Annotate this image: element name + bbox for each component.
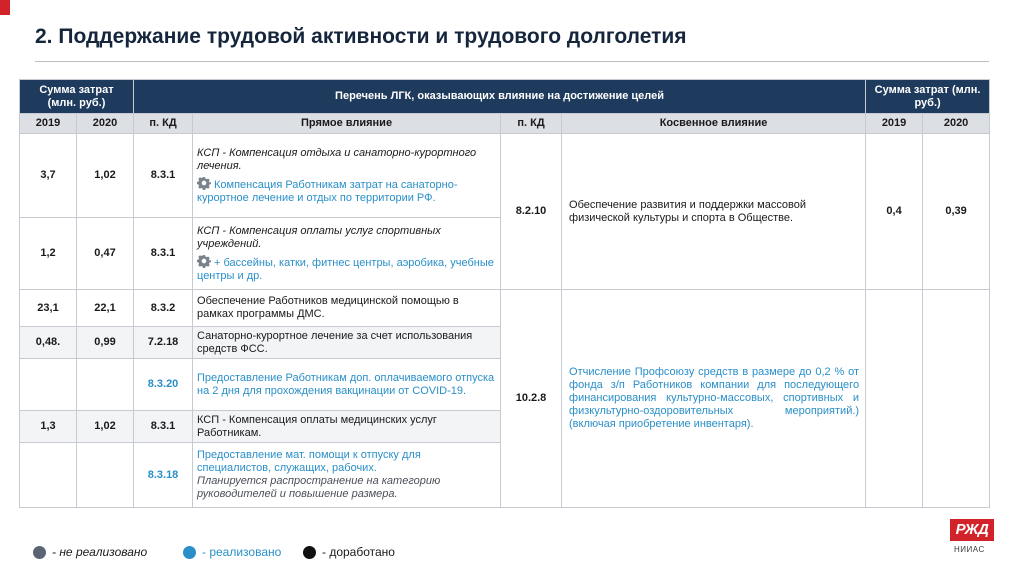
kd-number: 8.3.1 bbox=[134, 218, 193, 290]
direct-item-text: КСП - Компенсация оплаты услуг спортивных учреждений. bbox=[197, 224, 441, 250]
legend-not-implemented bbox=[33, 545, 147, 559]
direct-item-text: Предоставление мат. помощи к отпуску для специалистов, служащих, рабочих. bbox=[197, 449, 421, 474]
cost-2020: 0,99 bbox=[77, 327, 134, 359]
indirect-item: Обеспечение развития и поддержки массовой физической культуры и спорта в Обществе. bbox=[562, 134, 866, 290]
col-kd-indirect: п. КД bbox=[501, 114, 562, 134]
table-header-row bbox=[20, 80, 990, 114]
indirect-cost-2020 bbox=[923, 290, 990, 508]
direct-item-text: Санаторно-курортное лечение за счет использования средств ФСС. bbox=[193, 327, 501, 359]
lgk-table bbox=[19, 79, 990, 508]
cost-2019: 1,2 bbox=[20, 218, 77, 290]
indirect-kd: 10.2.8 bbox=[501, 290, 562, 508]
cost-2019: 23,1 bbox=[20, 290, 77, 327]
direct-item-note bbox=[197, 176, 496, 205]
accent-bar bbox=[0, 0, 10, 15]
legend-label: - реализовано bbox=[202, 545, 282, 559]
cost-2020: 0,47 bbox=[77, 218, 134, 290]
list-header: Перечень ЛГК, оказывающих влияние на достижение целей bbox=[134, 80, 866, 114]
cost-2019 bbox=[20, 359, 77, 411]
kd-number: 8.3.1 bbox=[134, 411, 193, 443]
indirect-kd: 8.2.10 bbox=[501, 134, 562, 290]
cost-2019: 1,3 bbox=[20, 411, 77, 443]
direct-item bbox=[193, 443, 501, 508]
direct-item-note bbox=[197, 254, 496, 283]
logo-caption: НИИАС bbox=[954, 545, 985, 554]
cost-2020 bbox=[77, 443, 134, 508]
direct-item-text: Обеспечение Работников медицинской помощью в рамках программы ДМС. bbox=[193, 290, 501, 327]
gear-icon bbox=[197, 254, 211, 268]
status-dot-icon bbox=[33, 546, 46, 559]
cost-left-header: Сумма затрат (млн. руб.) bbox=[20, 80, 134, 114]
cost-2019 bbox=[20, 443, 77, 508]
kd-number: 8.3.20 bbox=[134, 359, 193, 411]
direct-item bbox=[193, 218, 501, 290]
status-dot-icon bbox=[303, 546, 316, 559]
indirect-cost-2019: 0,4 bbox=[866, 134, 923, 290]
cost-right-header: Сумма затрат (млн. руб.) bbox=[866, 80, 990, 114]
legend-label: - не реализовано bbox=[52, 545, 148, 559]
note-text: + бассейны, катки, фитнес центры, аэробика, учебные центры и др. bbox=[197, 256, 494, 282]
direct-item bbox=[193, 134, 501, 218]
rzd-logo: РЖД bbox=[950, 519, 994, 541]
col-kd: п. КД bbox=[134, 114, 193, 134]
legend-label: - доработано bbox=[322, 545, 395, 559]
table-subheader-row bbox=[20, 114, 990, 134]
cost-2020: 1,02 bbox=[77, 411, 134, 443]
cost-2019: 3,7 bbox=[20, 134, 77, 218]
cost-2020: 1,02 bbox=[77, 134, 134, 218]
table-row bbox=[20, 290, 990, 327]
gear-icon bbox=[197, 176, 211, 190]
kd-number: 8.3.2 bbox=[134, 290, 193, 327]
legend-finalized bbox=[303, 545, 395, 559]
col-direct: Прямое влияние bbox=[193, 114, 501, 134]
title-divider bbox=[35, 61, 989, 62]
kd-number: 8.3.1 bbox=[134, 134, 193, 218]
col-2020-right: 2020 bbox=[923, 114, 990, 134]
col-2019-right: 2019 bbox=[866, 114, 923, 134]
indirect-cost-2019 bbox=[866, 290, 923, 508]
note-text: Компенсация Работникам затрат на санаторно-курортное лечение и отдых по территории РФ. bbox=[197, 178, 458, 204]
col-2019: 2019 bbox=[20, 114, 77, 134]
cost-2020 bbox=[77, 359, 134, 411]
kd-number: 7.2.18 bbox=[134, 327, 193, 359]
cost-2020: 22,1 bbox=[77, 290, 134, 327]
direct-item-text: Предоставление Работникам доп. оплачиваемого отпуска на 2 дня для прохождения вакцинации от COVID-19. bbox=[193, 359, 501, 411]
kd-number: 8.3.18 bbox=[134, 443, 193, 508]
col-2020: 2020 bbox=[77, 114, 134, 134]
direct-item-text: КСП - Компенсация оплаты медицинских услуг Работникам. bbox=[193, 411, 501, 443]
cost-2019: 0,48. bbox=[20, 327, 77, 359]
indirect-item: Отчисление Профсоюзу средств в размере до 0,2 % от фонда з/п Работников компании для последующего финансирования культурно-массовых, спортивных и физкультурно-оздоровительных мероприятий.) (включая приобретение инвентаря). bbox=[562, 290, 866, 508]
col-indirect: Косвенное влияние bbox=[562, 114, 866, 134]
page-title: 2. Поддержание трудовой активности и трудового долголетия bbox=[35, 25, 687, 48]
direct-item-note: Планируется распространение на категорию руководителей и повышение размера. bbox=[197, 475, 441, 500]
direct-item-text: КСП - Компенсация отдыха и санаторно-курортного лечения. bbox=[197, 146, 477, 172]
status-dot-icon bbox=[183, 546, 196, 559]
indirect-cost-2020: 0,39 bbox=[923, 134, 990, 290]
table-row bbox=[20, 134, 990, 218]
legend-implemented bbox=[183, 545, 281, 559]
